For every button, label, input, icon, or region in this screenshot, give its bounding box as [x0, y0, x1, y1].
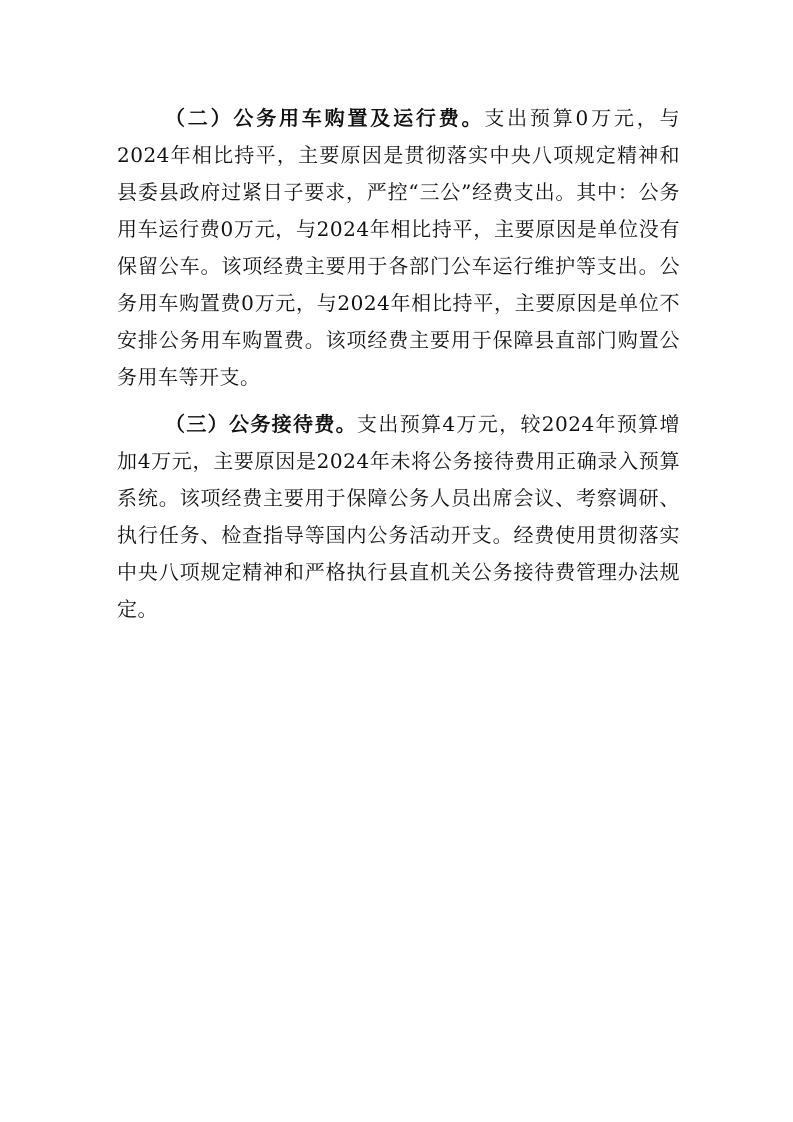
document-body: [117, 100, 680, 638]
section-heading-reception: （三）公务接待费。: [165, 412, 358, 436]
paragraph-vehicle-expenses: [117, 100, 680, 396]
paragraph-reception-expenses: [117, 406, 680, 628]
section-heading-vehicle: （二）公务用车购置及运行费。: [165, 106, 485, 130]
section-text-vehicle: 支出预算0万元，与2024年相比持平，主要原因是贯彻落实中央八项规定精神和县委县政府过紧日子要求，严控“三公”经费支出。其中：公务用车运行费0万元，与2024年相比持平，主要原因是单位没有保留公车。该项经费主要用于各部门公车运行维护等支出。公务用车购置费0万元，与2024年相比持平，主要原因是单位不安排公务用车购置费。该项经费主要用于保障县直部门购置公务用车等开支。: [117, 106, 680, 389]
section-text-reception: 支出预算4万元，较2024年预算增加4万元，主要原因是2024年未将公务接待费用正确录入预算系统。该项经费主要用于保障公务人员出席会议、考察调研、执行任务、检查指导等国内公务活动开支。经费使用贯彻落实中央八项规定精神和严格执行县直机关公务接待费管理办法规定。: [117, 412, 681, 621]
